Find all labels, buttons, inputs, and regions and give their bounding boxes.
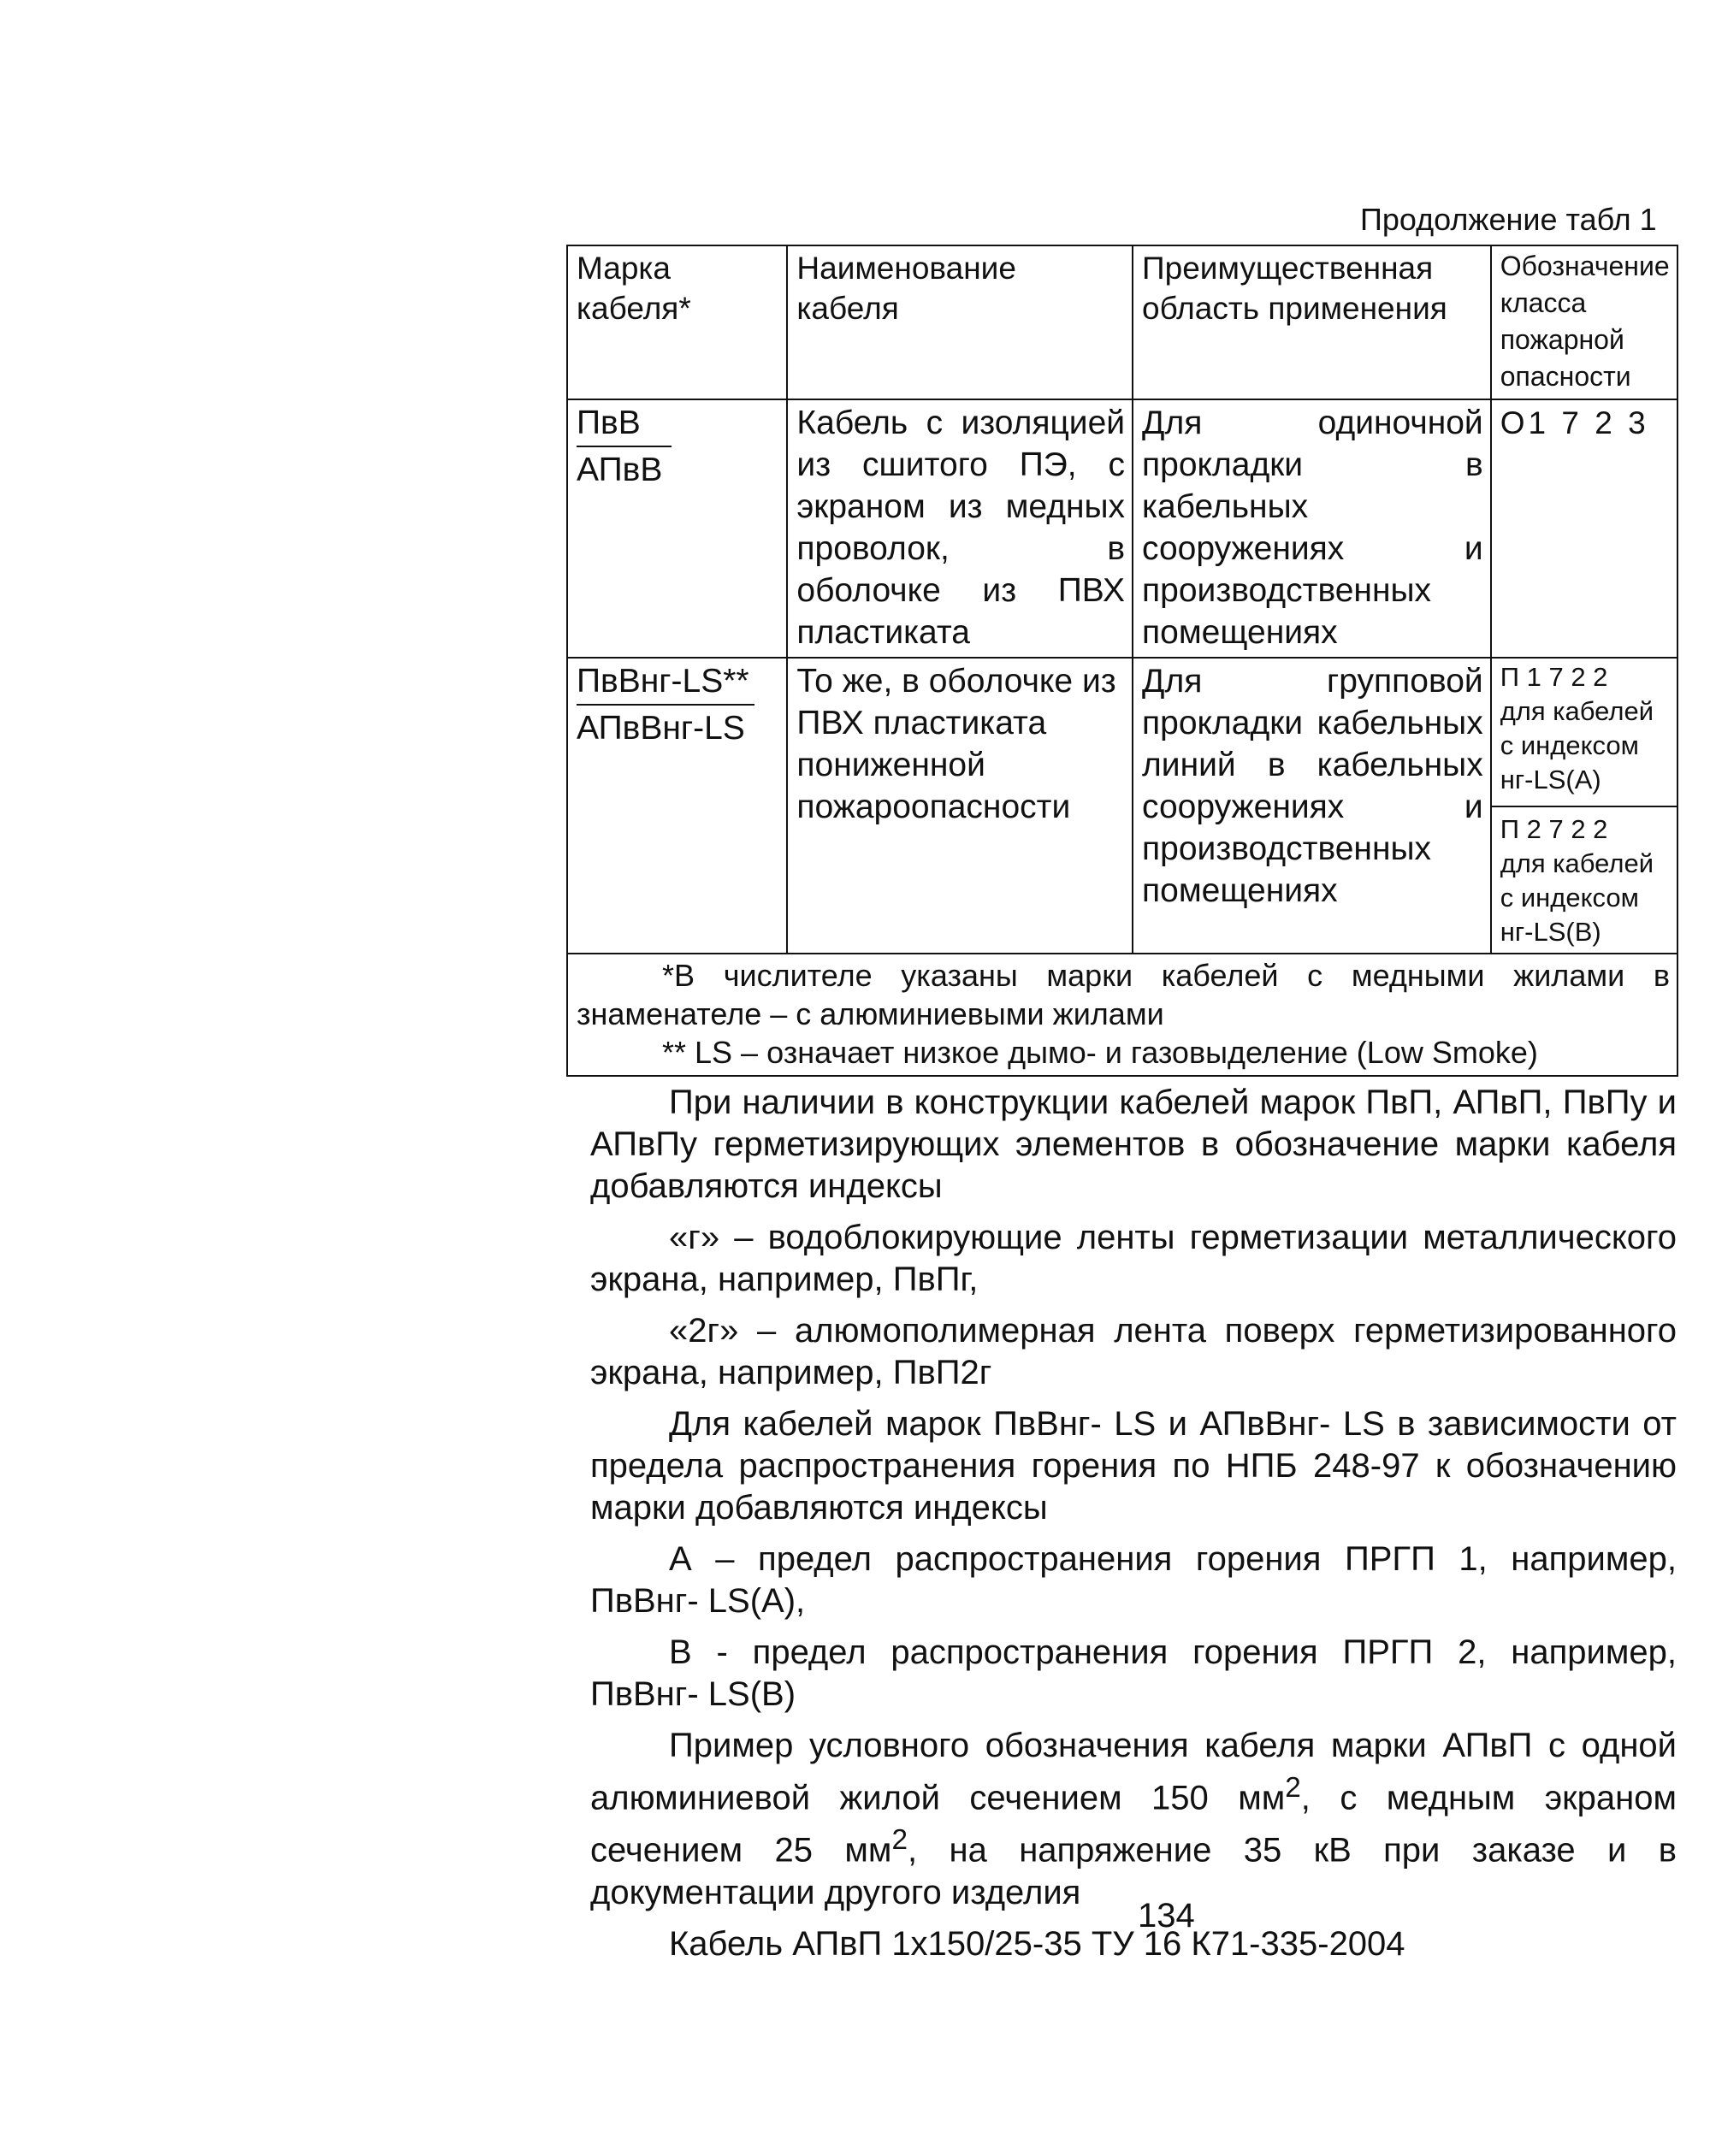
fire-class-a-code: П 1 7 2 2 [1500,662,1608,692]
mark-aluminium: АПвВнг-LS [577,710,745,747]
paragraph: В - предел распространения горения ПРГП 2, например, ПвВнг- LS(В) [590,1633,1677,1713]
page-number: 134 [1138,1897,1195,1934]
footnote-2: ** LS – означает низкое дымо- и газовыделение (Low Smoke) [662,1035,1538,1070]
cell-cable-mark [567,658,787,954]
table-footnotes [567,954,1677,1076]
mark-fraction [577,660,754,749]
example-text-2: , с медным экраном сечением 25 мм [590,1779,1677,1870]
header-application-area: Преимущественная область применения [1133,245,1491,399]
designation-example: Кабель АПвП 1х150/25-35 ТУ 16 К71-335-2004 [669,1924,1405,1963]
table-footnote-row [567,954,1677,1076]
superscript: 2 [1285,1772,1301,1804]
fire-class-b [1492,806,1677,949]
table-header-row [567,245,1677,399]
header-fire-class: Обозначение класса пожарной опасности [1491,245,1677,399]
header-cable-mark: Марка кабеля* [567,245,787,399]
header-cable-name: Наименование кабеля [787,245,1133,399]
table-caption: Продолжение табл 1 [1360,202,1657,237]
paragraph: «2г» – алюмополимерная лента поверх герметизированного экрана, например, ПвП2г [590,1312,1677,1391]
paragraph: При наличии в конструкции кабелей марок ПвП, АПвП, ПвПу и АПвПу герметизирующих элементов в обозначение марки кабеля добавляются индексы [590,1084,1677,1205]
fire-class-a-note: для кабелей с индексом нг-LS(А) [1500,696,1654,794]
mark-copper: ПвВ [577,402,672,447]
mark-copper: ПвВнг-LS** [577,660,754,706]
cell-cable-name: То же, в оболочке из ПВХ пластиката пониженной пожароопасности [787,658,1133,954]
body-text [590,1082,1677,1975]
superscript: 2 [891,1824,908,1857]
paragraph: Для кабелей марок ПвВнг- LS и АПвВнг- LS в зависимости от предела распространения горения по НПБ 248-97 к обозначению марки добавляются индексы [590,1405,1677,1527]
table-row [567,399,1677,658]
fire-class-b-note: для кабелей с индексом нг-LS(В) [1500,848,1654,947]
cell-application-area: Для групповой прокладки кабельных линий в кабельных сооружениях и производственных помещениях [1133,658,1491,954]
paragraph: А – предел распространения горения ПРГП 1, например, ПвВнг- LS(А), [590,1540,1677,1620]
mark-fraction [577,402,672,491]
cell-cable-name: Кабель с изоляцией из сшитого ПЭ, с экраном из медных проволок, в оболочке из ПВХ пластиката [787,399,1133,658]
cell-fire-class [1491,399,1677,658]
footnote-1: *В числителе указаны марки кабелей с медными жилами в знаменателе – с алюминиевыми жилами [577,958,1670,1031]
fire-class-b-code: П 2 7 2 2 [1500,814,1608,844]
table-row [567,658,1677,954]
cell-fire-class [1491,658,1677,954]
fire-class-code: О1 7 2 3 [1500,405,1649,440]
example-paragraph [590,1725,1677,1914]
cell-application-area: Для одиночной прокладки в кабельных сооружениях и производственных помещениях [1133,399,1491,658]
cable-table [566,245,1678,1077]
example-text-1: Пример условного обозначения кабеля марки АПвП с одной алюминиевой жилой сечением 150 мм [590,1727,1677,1817]
mark-aluminium: АПвВ [577,452,663,488]
fire-class-a [1500,660,1670,797]
example-text-3: , на напряжение 35 кВ при заказе и в документации другого изделия [590,1831,1677,1911]
cell-cable-mark [567,399,787,658]
paragraph: «г» – водоблокирующие ленты герметизации металлического экрана, например, ПвПг, [590,1219,1677,1298]
